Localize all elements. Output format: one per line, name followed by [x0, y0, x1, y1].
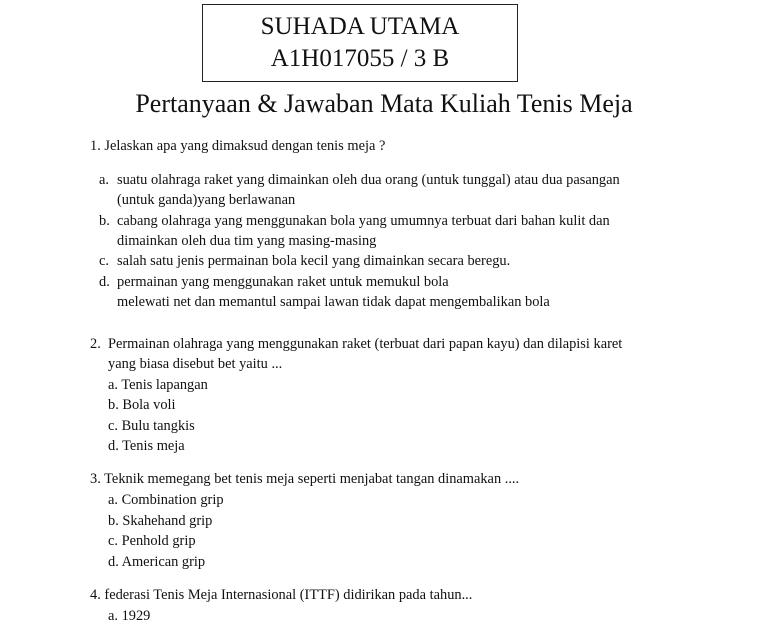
question-1 — [90, 136, 385, 156]
question-2-continued: yang biasa disebut bet yaitu ... — [108, 356, 283, 372]
option-b: b. Bola voli — [108, 397, 176, 413]
question-2 — [90, 334, 622, 354]
name-box — [202, 4, 518, 82]
question-text: Jelaskan apa yang dimaksud dengan tenis meja ? — [104, 138, 386, 154]
student-name: SUHADA UTAMA — [260, 13, 460, 40]
option-d: d. Tenis meja — [108, 438, 185, 454]
answer-c — [99, 251, 510, 271]
option-b: b. Skahehand grip — [108, 513, 213, 529]
student-id-class: A1H017055 / 3 B — [270, 45, 450, 72]
option-a: a. Tenis lapangan — [108, 377, 208, 393]
option-a: a. Combination grip — [108, 492, 224, 508]
question-3 — [90, 469, 519, 489]
answer-letter: d. — [99, 274, 110, 290]
answer-text: cabang olahraga yang menggunakan bola yang umumnya terbuat dari bahan kulit dan — [117, 213, 610, 229]
answer-text: salah satu jenis permainan bola kecil yang dimainkan secara beregu. — [117, 253, 511, 269]
option-c: c. Bulu tangkis — [108, 418, 195, 434]
option-a: a. 1929 — [108, 608, 151, 624]
answer-a — [99, 170, 620, 190]
question-text: Teknik memegang bet tenis meja seperti menjabat tangan dinamakan .... — [104, 471, 520, 487]
option-c: c. Penhold grip — [108, 533, 196, 549]
option-d: d. American grip — [108, 554, 206, 570]
answer-letter: a. — [99, 172, 109, 188]
question-number: 1. — [90, 138, 101, 154]
page-title: Pertanyaan & Jawaban Mata Kuliah Tenis Meja — [135, 89, 633, 118]
answer-d — [99, 272, 449, 292]
answer-text: suatu olahraga raket yang dimainkan oleh dua orang (untuk tunggal) atau dua pasangan — [117, 172, 620, 188]
answer-b — [99, 211, 610, 231]
question-number: 3. — [90, 471, 101, 487]
question-4 — [90, 585, 472, 605]
answer-a-continued: (untuk ganda)yang berlawanan — [117, 192, 296, 208]
answer-letter: c. — [99, 253, 109, 269]
answer-d-continued: melewati net dan memantul sampai lawan tidak dapat mengembalikan bola — [117, 294, 550, 310]
answer-letter: b. — [99, 213, 110, 229]
question-text: Permainan olahraga yang menggunakan raket (terbuat dari papan kayu) dan dilapisi karet — [108, 336, 623, 352]
answer-b-continued: dimainkan oleh dua tim yang masing-masing — [117, 233, 377, 249]
question-number: 2. — [90, 336, 101, 352]
answer-text: permainan yang menggunakan raket untuk memukul bola — [117, 274, 449, 290]
question-text: federasi Tenis Meja Internasional (ITTF) didirikan pada tahun... — [104, 587, 473, 603]
question-number: 4. — [90, 587, 101, 603]
